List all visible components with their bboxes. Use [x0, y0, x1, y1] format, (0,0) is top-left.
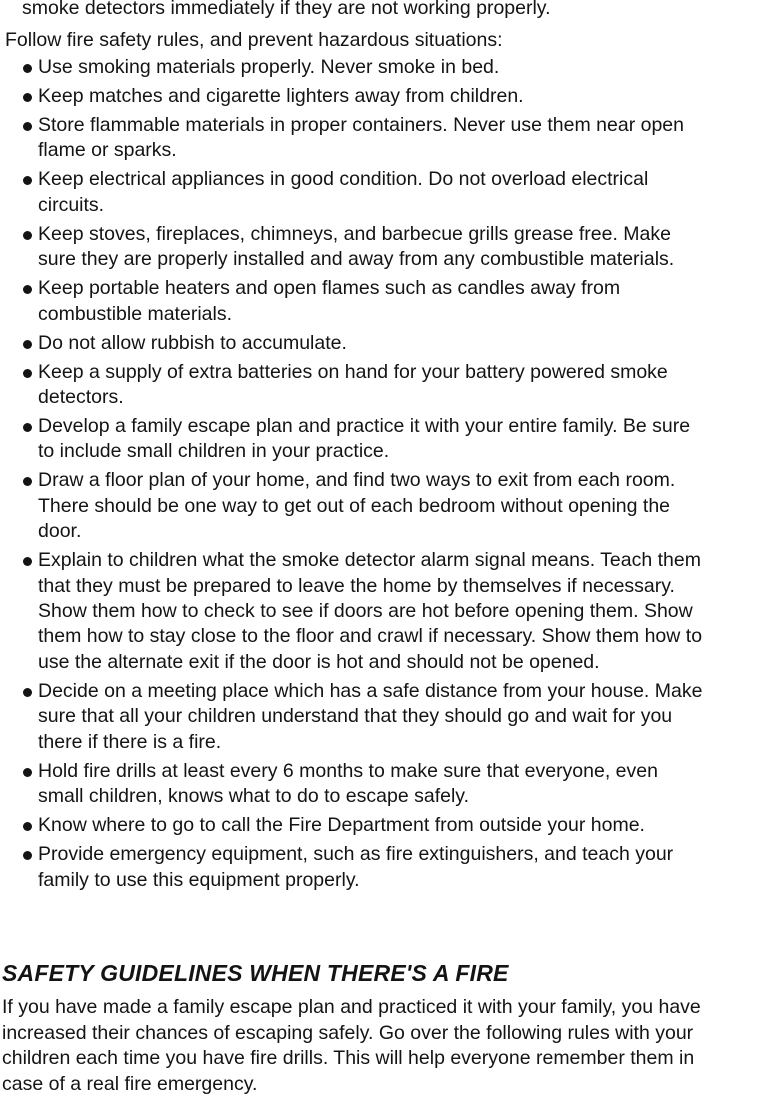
- bullet-dot-icon: [23, 122, 32, 131]
- bullet-dot-icon: [23, 688, 32, 697]
- list-item: [0, 813, 703, 838]
- list-item: [0, 276, 703, 327]
- bullet-dot-icon: [23, 369, 32, 378]
- bullet-dot-icon: [23, 285, 32, 294]
- bullet-dot-icon: [23, 477, 32, 486]
- list-item-text: Provide emergency equipment, such as fire extinguishers, and teach your family to use this equipment properly.: [38, 843, 674, 891]
- bullet-dot-icon: [23, 822, 32, 831]
- list-item-text: Decide on a meeting place which has a safe distance from your house. Make sure that all your children understand that they should go and wait for you there if there is a fire.: [38, 679, 703, 753]
- list-item: [0, 842, 703, 893]
- closing-paragraph: If you have made a family escape plan and practiced it with your family, you have increased their chances of escaping safely. Go over the following rules with your children each time you have fire drills. This will help everyone remember them in case of a real fire emergency.: [2, 996, 701, 1095]
- bullet-dot-icon: [23, 851, 32, 860]
- bullet-dot-icon: [23, 423, 32, 432]
- list-item-text: Do not allow rubbish to accumulate.: [38, 331, 347, 354]
- list-item-text: Keep portable heaters and open flames such as candles away from combustible materials.: [38, 277, 621, 325]
- list-item: [0, 414, 703, 465]
- bullet-dot-icon: [23, 64, 32, 73]
- bullet-dot-icon: [23, 93, 32, 102]
- bullet-dot-icon: [23, 768, 32, 777]
- list-item: [0, 222, 703, 273]
- section-heading: SAFETY GUIDELINES WHEN THERE'S A FIRE: [2, 960, 509, 986]
- list-item-text: Develop a family escape plan and practice it with your entire family. Be sure to include small children in your practice.: [38, 415, 691, 463]
- bullet-dot-icon: [23, 340, 32, 349]
- list-item: [0, 360, 703, 411]
- list-item: [0, 113, 703, 164]
- list-item: [0, 548, 703, 675]
- list-item-text: Use smoking materials properly. Never smoke in bed.: [38, 56, 500, 78]
- list-item: [0, 759, 703, 810]
- list-item-text: Keep electrical appliances in good condition. Do not overload electrical circuits.: [38, 168, 649, 216]
- list-item: [0, 468, 703, 544]
- list-item: [0, 679, 703, 755]
- lead-line: smoke detectors immediately if they are not working properly.: [22, 0, 551, 19]
- list-item-text: Keep matches and cigarette lighters away from children.: [38, 85, 524, 107]
- bullet-dot-icon: [23, 176, 32, 185]
- intro-text: Follow fire safety rules, and prevent hazardous situations:: [5, 29, 503, 51]
- list-item: [0, 167, 703, 218]
- list-item: [0, 84, 703, 109]
- list-item-text: Draw a floor plan of your home, and find two ways to exit from each room. There should be one way to get out of each bedroom without opening the door.: [38, 469, 676, 543]
- list-item-text: Keep a supply of extra batteries on hand for your battery powered smoke detectors.: [38, 360, 668, 409]
- list-item: [0, 55, 703, 80]
- list-item-text: Store flammable materials in proper containers. Never use them near open flame or sparks.: [38, 114, 684, 162]
- safety-rules-list: [0, 55, 761, 897]
- list-item-text: Keep stoves, fireplaces, chimneys, and barbecue grills grease free. Make sure they are properly installed and away from any combustible materials.: [38, 222, 675, 271]
- list-item-text: Hold fire drills at least every 6 months to make sure that everyone, even small children, knows what to do to escape safely.: [38, 759, 658, 808]
- list-item-text: Know where to go to call the Fire Department from outside your home.: [38, 814, 645, 837]
- bullet-dot-icon: [23, 557, 32, 566]
- bullet-dot-icon: [23, 231, 32, 240]
- list-item: [0, 331, 703, 356]
- list-item-text: Explain to children what the smoke detector alarm signal means. Teach them that they must be prepared to leave the home by themselves if necessary. Show them how to check to see if doors are hot before opening them. Show them how to stay close to the floor and crawl if necessary. Show them how to use the alternate exit if the door is hot and should not be opened.: [38, 549, 703, 673]
